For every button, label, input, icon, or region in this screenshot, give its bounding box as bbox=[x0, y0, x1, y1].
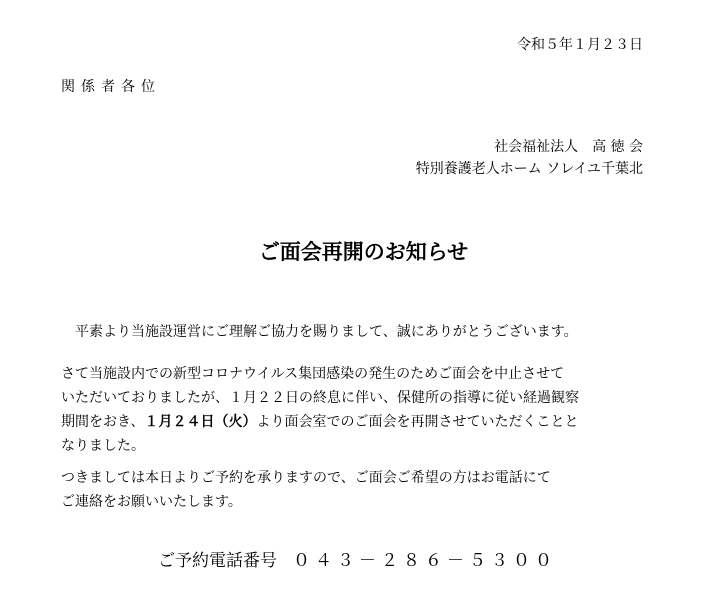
announcement-line-4: なりました。 bbox=[61, 438, 145, 454]
document-title: ご面会再開のお知らせ bbox=[258, 240, 469, 264]
greeting-line: 平素より当施設運営にご理解ご協力を賜りまして、誠にありがとうございます。 bbox=[61, 324, 578, 340]
greeting-paragraph bbox=[61, 320, 578, 344]
document-date: 令和５年１月２３日 bbox=[517, 37, 643, 53]
sender-block bbox=[416, 136, 643, 180]
reservation-line-1: つきましては本日よりご予約を承りますので、ご面会ご希望の方はお電話にて bbox=[61, 470, 551, 486]
recipient-line: 関係者各位 bbox=[61, 79, 161, 95]
announcement-line-3-pre: 期間をおき、 bbox=[61, 414, 145, 430]
sender-organization: 社会福祉法人 高 徳 会 bbox=[494, 139, 643, 155]
reservation-phone bbox=[158, 546, 557, 571]
reservation-line-2: ご連絡をお願いいたします。 bbox=[61, 494, 242, 510]
announcement-line-2: いただいておりましたが、１月２２日の終息に伴い、保健所の指導に従い経過観察 bbox=[61, 390, 579, 406]
resume-date: １月２４日（火） bbox=[144, 414, 257, 430]
phone-label: ご予約電話番号 bbox=[158, 551, 277, 571]
announcement-line-3 bbox=[61, 410, 579, 434]
reservation-paragraph bbox=[61, 466, 551, 514]
announcement-paragraph bbox=[61, 362, 579, 458]
announcement-line-1: さて当施設内での新型コロナウイルス集団感染の発生のためご面会を中止させて bbox=[61, 366, 565, 382]
announcement-line-3-post: より面会室でのご面会を再開させていただくことと bbox=[256, 414, 579, 430]
phone-number: ０４３－２８６－５３００ bbox=[293, 551, 557, 571]
sender-facility: 特別養護老人ホーム ソレイユ千葉北 bbox=[415, 161, 643, 177]
